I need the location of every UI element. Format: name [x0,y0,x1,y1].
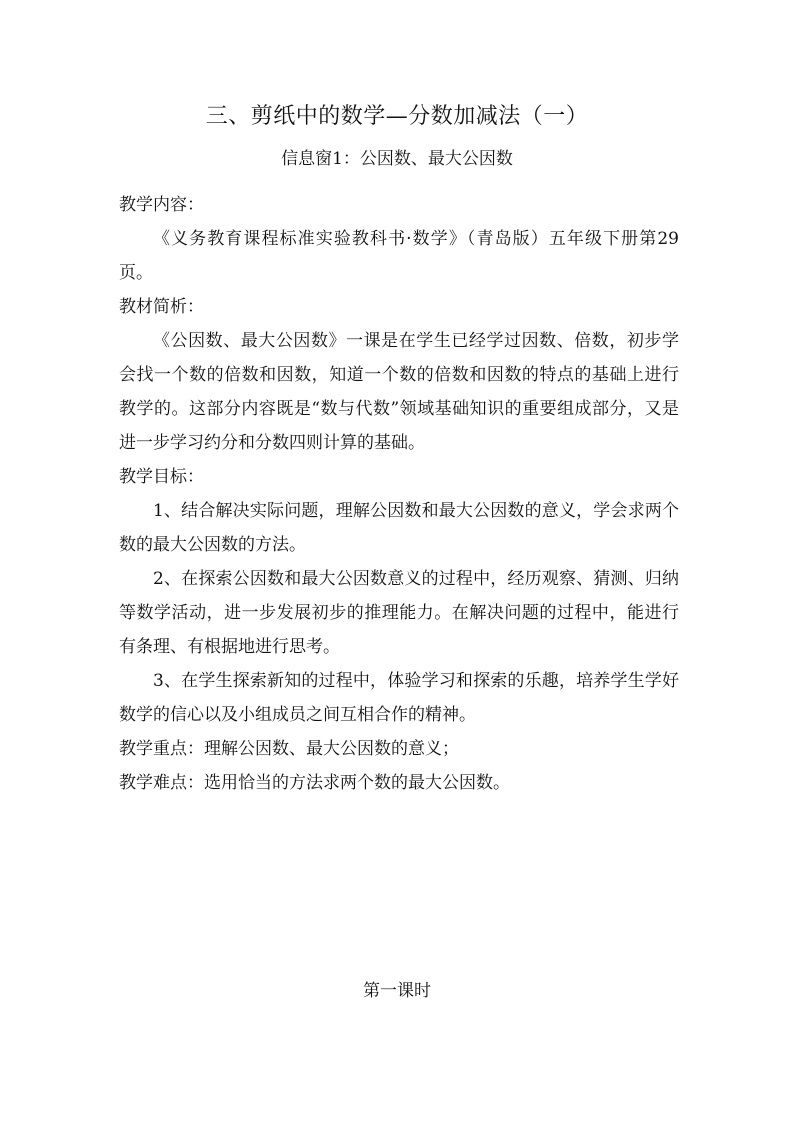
goal-item-2: 2、在探索公因数和最大公因数意义的过程中，经历观察、猜测、归纳等数学活动，进一步发展初步的推理能力。在解决问题的过程中，能进行有条理、有根据地进行思考。 [119,569,679,657]
document-subtitle: 信息窗1：公因数、最大公因数 [281,149,513,169]
goal-item-3: 3、在学生探索新知的过程中，体验学习和探索的乐趣，培养学生学好数学的信心以及小组成员之间互相合作的精神。 [119,671,679,725]
difficult-point: 教学难点：选用恰当的方法求两个数的最大公因数。 [119,773,510,793]
content-heading: 教学内容： [119,195,204,215]
goals-heading: 教学目标： [119,467,204,487]
analysis-heading: 教材简析： [119,297,204,317]
key-point: 教学重点：理解公因数、最大公因数的意义； [119,739,459,759]
content-text: 《义务教育课程标准实验教科书·数学》（青岛版）五年级下册第29页。 [119,229,679,283]
lesson-label: 第一课时 [363,981,431,1001]
document-body [119,188,679,800]
document-title: 三、剪纸中的数学—分数加减法（一） [205,104,589,129]
goal-item-1: 1、结合解决实际问题，理解公因数和最大公因数的意义，学会求两个数的最大公因数的方法。 [119,501,679,555]
analysis-text: 《公因数、最大公因数》一课是在学生已经学过因数、倍数，初步学会找一个数的倍数和因数，知道一个数的倍数和因数的特点的基础上进行教学的。这部分内容既是“数与代数”领域基础知识的重要组成部分，又是进一步学习约分和分数四则计算的基础。 [119,331,679,453]
